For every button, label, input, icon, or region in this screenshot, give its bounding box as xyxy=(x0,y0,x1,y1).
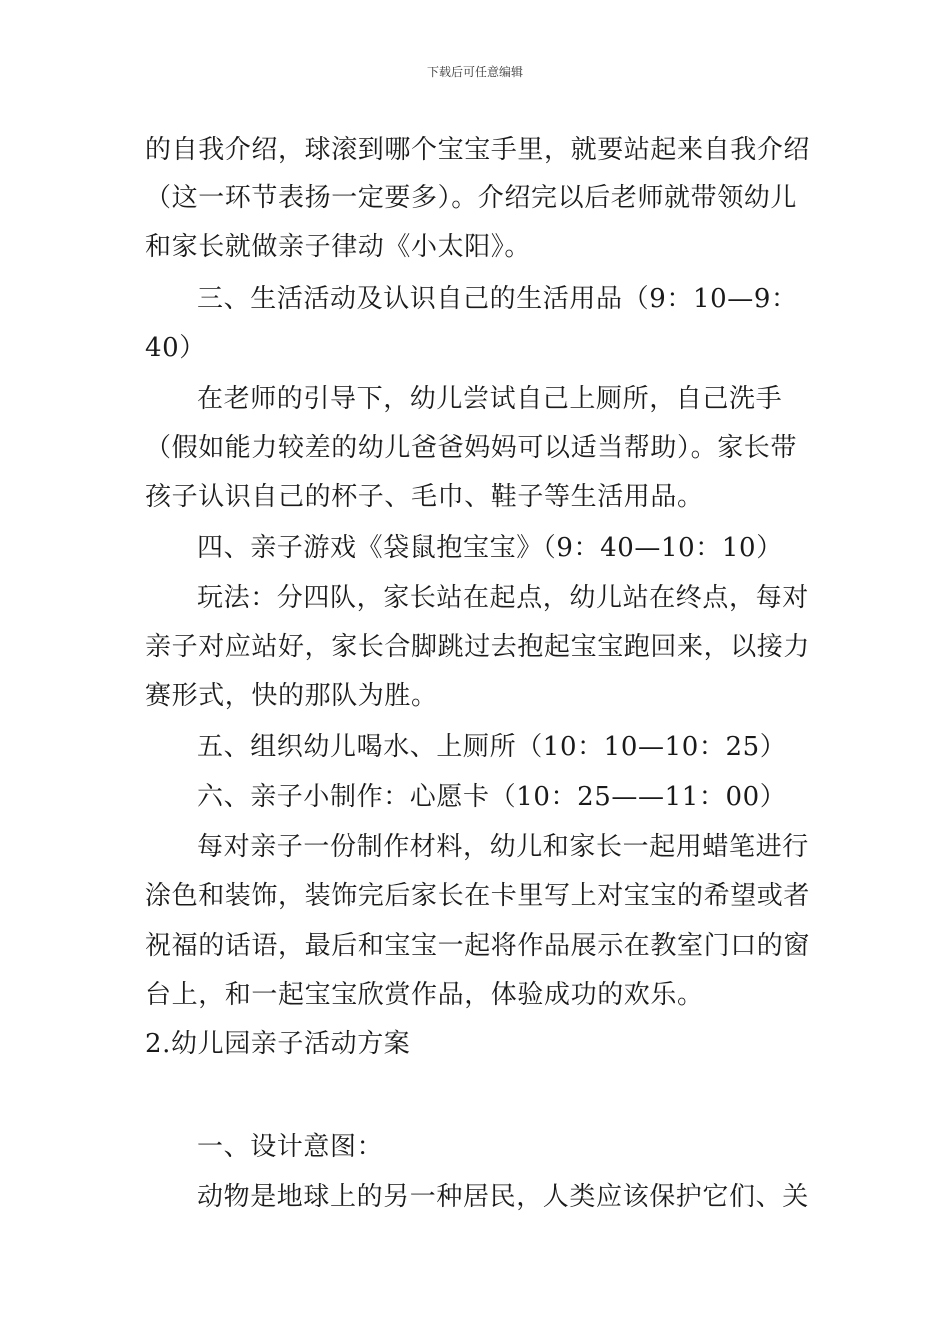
body-line: 涂色和装饰，装饰完后家长在卡里写上对宝宝的希望或者 xyxy=(145,881,811,911)
document-section-title: 2.幼儿园亲子活动方案 xyxy=(145,1029,411,1059)
section-heading-1: 一、设计意图： xyxy=(197,1132,384,1162)
body-line: 赛形式，快的那队为胜。 xyxy=(145,681,438,711)
body-line: 玩法：分四队，家长站在起点，幼儿站在终点，每对 xyxy=(197,583,809,613)
body-line: 每对亲子一份制作材料，幼儿和家长一起用蜡笔进行 xyxy=(197,832,809,862)
body-line: （这一环节表扬一定要多）。介绍完以后老师就带领幼儿 xyxy=(145,183,798,213)
body-line: 动物是地球上的另一种居民，人类应该保护它们、关 xyxy=(197,1182,809,1212)
body-line: 亲子对应站好，家长合脚跳过去抱起宝宝跑回来，以接力 xyxy=(145,632,811,662)
body-line: 祝福的话语，最后和宝宝一起将作品展示在教室门口的窗 xyxy=(145,931,811,961)
body-line: 孩子认识自己的杯子、毛巾、鞋子等生活用品。 xyxy=(145,482,704,512)
section-heading-6: 六、亲子小制作：心愿卡（10：25——11：00） xyxy=(197,782,787,812)
body-line: 和家长就做亲子律动《小太阳》。 xyxy=(145,232,532,262)
body-line: 在老师的引导下，幼儿尝试自己上厕所，自己洗手 xyxy=(197,384,783,414)
body-line: 40） xyxy=(145,333,206,363)
body-line: （假如能力较差的幼儿爸爸妈妈可以适当帮助）。家长带 xyxy=(145,433,798,463)
body-line: 的自我介绍，球滚到哪个宝宝手里，就要站起来自我介绍 xyxy=(145,135,811,165)
section-heading-5: 五、组织幼儿喝水、上厕所（10：10—10：25） xyxy=(197,732,787,762)
section-heading-3: 三、生活活动及认识自己的生活用品（9：10—9： xyxy=(197,284,798,314)
body-line: 台上，和一起宝宝欣赏作品，体验成功的欢乐。 xyxy=(145,980,704,1010)
page-header-note: 下载后可任意编辑 xyxy=(426,65,523,79)
section-heading-4: 四、亲子游戏《袋鼠抱宝宝》（9：40—10：10） xyxy=(197,533,783,563)
